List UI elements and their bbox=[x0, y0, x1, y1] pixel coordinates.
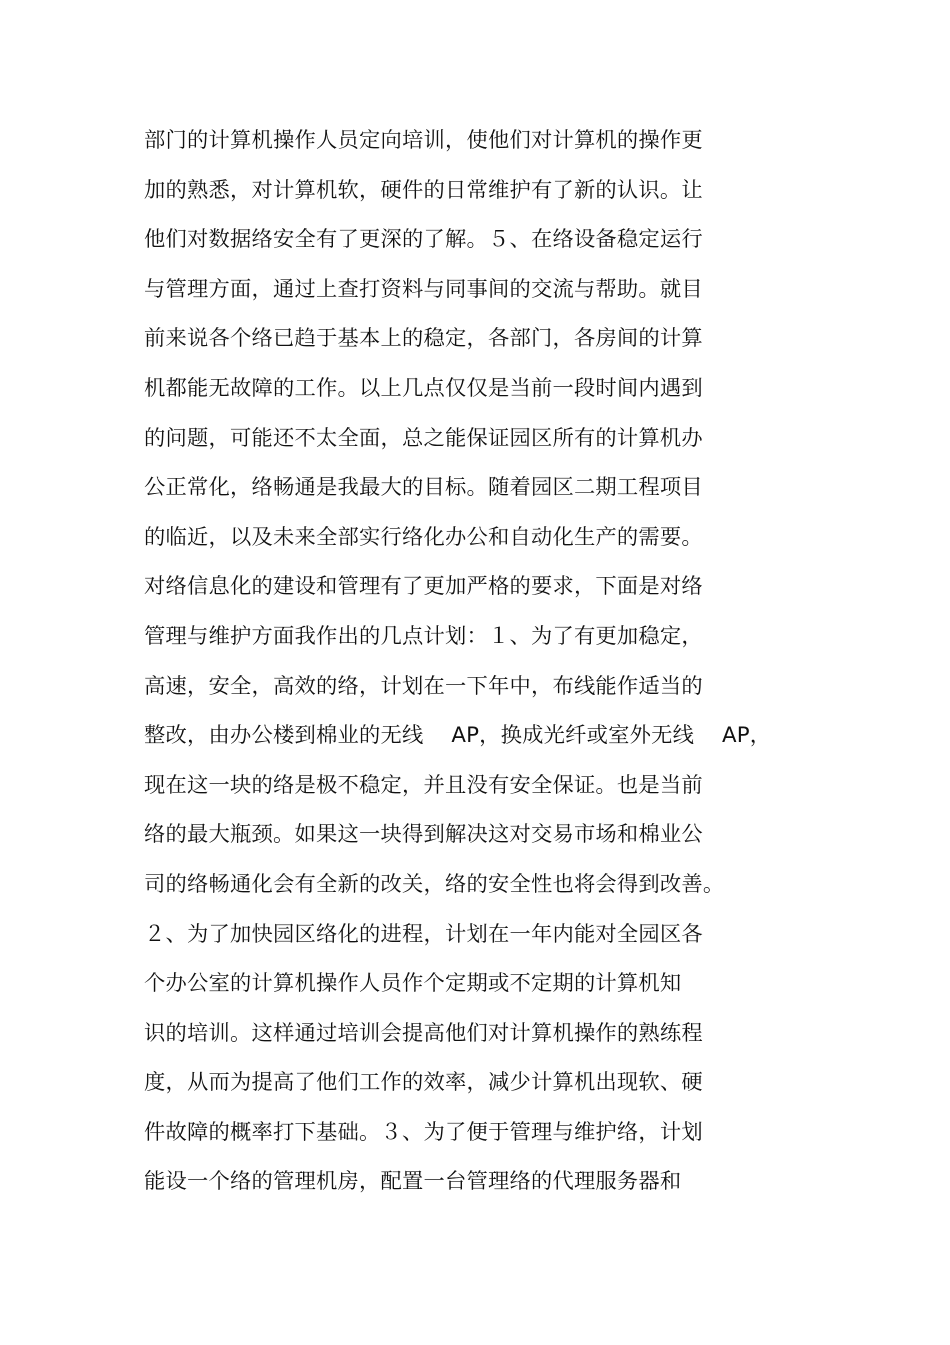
text-line-14: 现在这一块的络是极不稳定，并且没有安全保证。也是当前 bbox=[144, 772, 703, 798]
body-text bbox=[144, 121, 834, 1212]
text-line-5: 前来说各个络已趋于基本上的稳定，各部门，各房间的计算 bbox=[144, 326, 703, 352]
text-line-16: 司的络畅通化会有全新的改关，络的安全性也将会得到改善。 bbox=[144, 871, 725, 897]
text-line-22: 能设一个络的管理机房，配置一台管理络的代理服务器和 bbox=[144, 1169, 682, 1195]
text-line-12: 高速，安全，高效的络，计划在一下年中，布线能作适当的 bbox=[144, 673, 703, 699]
text-line-15: 络的最大瓶颈。如果这一块得到解决这对交易市场和棉业公 bbox=[144, 822, 703, 848]
text-line-18: 个办公室的计算机操作人员作个定期或不定期的计算机知 bbox=[144, 971, 682, 997]
text-line-2: 加的熟悉，对计算机软，硬件的日常维护有了新的认识。让 bbox=[144, 177, 703, 203]
text-line-17: ２、为了加快园区络化的进程，计划在一年内能对全园区各 bbox=[144, 921, 703, 947]
text-line-10: 对络信息化的建设和管理有了更加严格的要求，下面是对络 bbox=[144, 574, 703, 600]
text-line-3: 他们对数据络安全有了更深的了解。５、在络设备稳定运行 bbox=[144, 227, 703, 253]
text-line-7: 的问题，可能还不太全面，总之能保证园区所有的计算机办 bbox=[144, 425, 703, 451]
text-line-19: 识的培训。这样通过培训会提高他们对计算机操作的熟练程 bbox=[144, 1020, 703, 1046]
text-line-20: 度，从而为提高了他们工作的效率，减少计算机出现软、硬 bbox=[144, 1070, 703, 1096]
text-line-8: 公正常化，络畅通是我最大的目标。随着园区二期工程项目 bbox=[144, 475, 703, 501]
text-line-11: 管理与维护方面我作出的几点计划：１、为了有更加稳定， bbox=[144, 623, 703, 649]
text-line-4: 与管理方面，通过上查打资料与同事间的交流与帮助。就目 bbox=[144, 276, 703, 302]
text-line-9: 的临近，以及未来全部实行络化办公和自动化生产的需要。 bbox=[144, 524, 703, 550]
text-line-6: 机都能无故障的工作。以上几点仅仅是当前一段时间内遇到 bbox=[144, 375, 703, 401]
text-line-21: 件故障的概率打下基础。３、为了便于管理与维护络，计划 bbox=[144, 1119, 703, 1145]
text-line-1: 部门的计算机操作人员定向培训，使他们对计算机的操作更 bbox=[144, 128, 703, 153]
text-line-13: 整改，由办公楼到棉业的无线 AP，换成光纤或室外无线 AP， bbox=[144, 723, 772, 749]
